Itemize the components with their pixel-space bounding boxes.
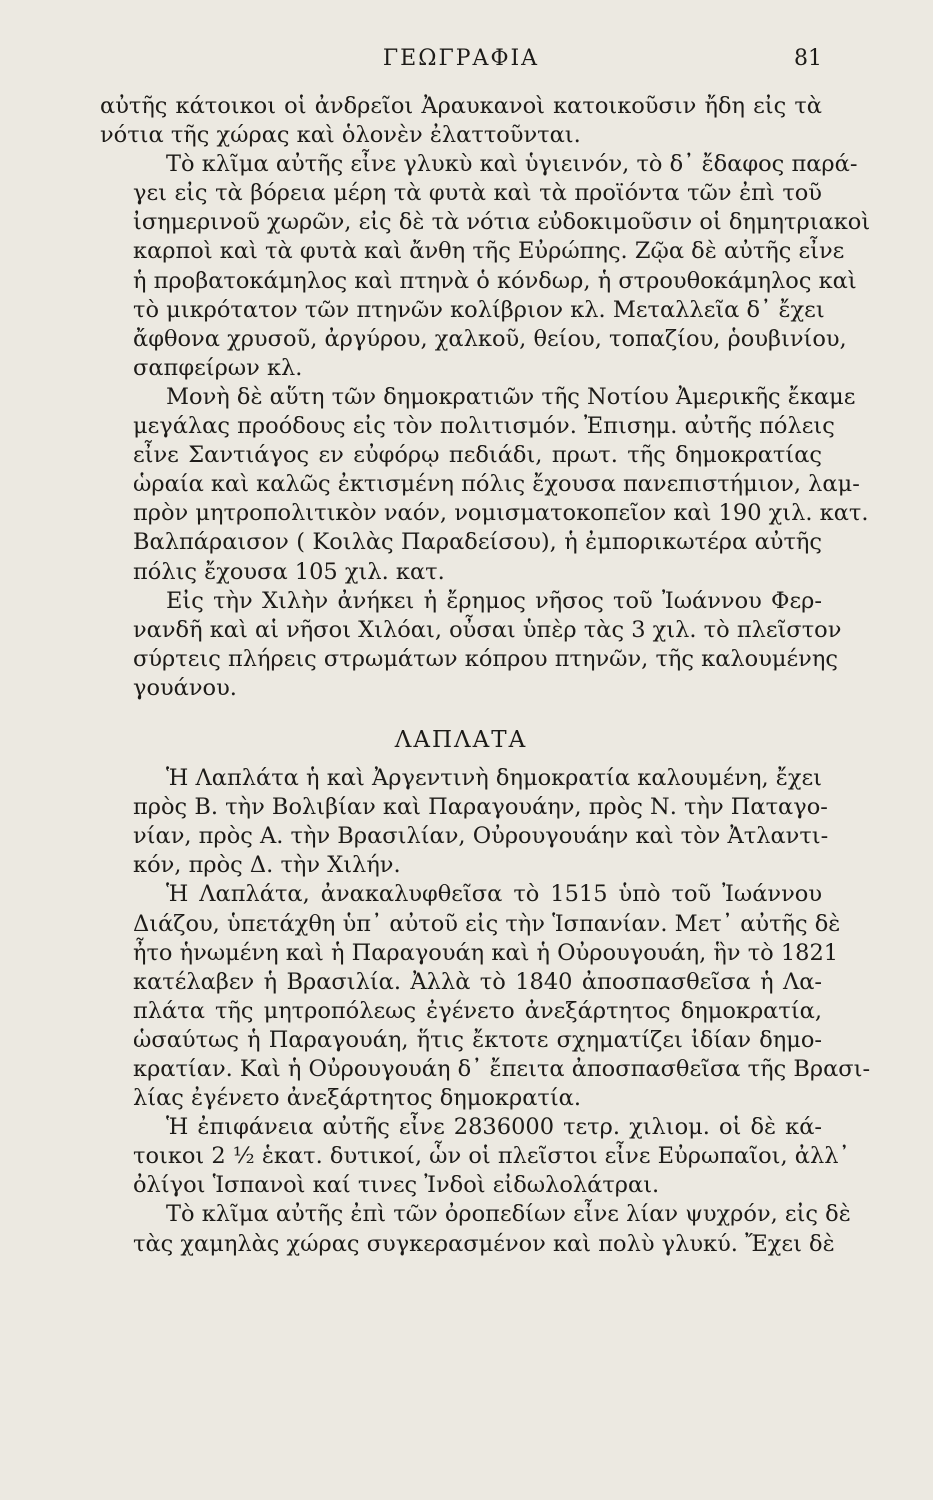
- text-line: κρατίαν. Καὶ ἡ Οὐρουγουάη δ᾽ ἔπειτα ἀποσπασθεῖσα τῆς Βρασι-: [133, 1056, 871, 1082]
- text-line: πλάτα τῆς μητροπόλεως ἐγένετο ἀνεξάρτητος δημοκρατία,: [133, 997, 822, 1024]
- text-line: καρποὶ καὶ τὰ φυτὰ καὶ ἄνθη τῆς Εὐρώπης. Ζῷα δὲ αὐτῆς εἶνε: [133, 238, 845, 265]
- text-line: κατέλαβεν ἡ Βρασιλία. Ἀλλὰ τὸ 1840 ἀποσπασθεῖσα ἡ Λα-: [133, 968, 822, 995]
- section-paragraph-4: [100, 1200, 851, 1258]
- text-line: λίας ἐγένετο ἀνεξάρτητος δημοκρατία.: [133, 1085, 582, 1112]
- text-line: Διάζου, ὑπετάχθη ὑπ᾽ αὐτοῦ εἰς τὴν Ἱσπανίαν. Μετ᾽ αὐτῆς δὲ: [133, 910, 841, 937]
- text-line: σαπφείρων κλ.: [133, 354, 303, 381]
- text-line: Ἡ Λαπλάτα ἡ καὶ Ἀργεντινὴ δημοκρατία καλουμένη, ἔχει: [166, 765, 822, 792]
- text-line: Τὸ κλῖμα αὐτῆς ἐπὶ τῶν ὀροπεδίων εἶνε λίαν ψυχρόν, εἰς δὲ: [166, 1201, 851, 1228]
- text-line: Εἰς τὴν Χιλὴν ἀνήκει ἡ ἔρημος νῆσος τοῦ Ἰωάννου Φερ-: [166, 587, 822, 614]
- text-line: αὐτῆς κάτοικοι οἱ ἀνδρεῖοι Ἀραυκανοὶ κατοικοῦσιν ἤδη εἰς τὰ: [100, 93, 822, 119]
- text-line: ἡ προβατοκάμηλος καὶ πτηνὰ ὁ κόνδωρ, ἡ στρουθοκάμηλος καὶ: [133, 267, 857, 294]
- text-line: Ἡ Λαπλάτα, ἀνακαλυφθεῖσα τὸ 1515 ὑπὸ τοῦ Ἰωάννου: [166, 881, 822, 908]
- text-line: ἄφθονα χρυσοῦ, ἀργύρου, χαλκοῦ, θείου, τοπαζίου, ῥουβινίου,: [133, 325, 847, 352]
- section-paragraph-2: [100, 880, 871, 1113]
- text-line: πόλις ἔχουσα 105 χιλ. κατ.: [133, 558, 445, 585]
- page-body: [100, 92, 871, 1259]
- paragraph-2: [100, 150, 871, 383]
- text-line: πρὸν μητροπολιτικὸν ναόν, νομισματοκοπεῖον καὶ 190 χιλ. κατ.: [133, 500, 869, 527]
- text-line: Μονὴ δὲ αὕτη τῶν δημοκρατιῶν τῆς Νοτίου Ἀμερικῆς ἔκαμε: [166, 383, 856, 410]
- running-head-title: ΓΕΩΓΡΑΦΙΑ: [382, 46, 540, 71]
- text-line: νανδῆ καὶ αἱ νῆσοι Χιλόαι, οὖσαι ὑπὲρ τὰς 3 χιλ. τὸ πλεῖστον: [133, 616, 842, 643]
- section-paragraph-3: [100, 1113, 850, 1200]
- page-number: 81: [794, 46, 822, 71]
- text-line: ἦτο ἡνωμένη καὶ ἡ Παραγουάη καὶ ἡ Οὐρουγουάη, ἣν τὸ 1821: [133, 939, 839, 966]
- text-line: Βαλπάραισον ( Κοιλὰς Παραδείσου), ἡ ἐμπορικωτέρα αὐτῆς: [133, 529, 822, 556]
- text-line: κόν, πρὸς Δ. τὴν Χιλήν.: [133, 852, 401, 879]
- text-line: μεγάλας προόδους εἰς τὸν πολιτισμόν. Ἐπισημ. αὐτῆς πόλεις: [133, 413, 835, 440]
- text-line: εἶνε Σαντιάγος εν εὐφόρῳ πεδιάδι, πρωτ. τῆς δημοκρατίας: [133, 442, 822, 469]
- paragraph-3: [100, 383, 869, 587]
- running-head: [100, 46, 822, 78]
- text-line: τὸ μικρότατον τῶν πτηνῶν κολίβριον κλ. Μεταλλεῖα δ᾽ ἔχει: [133, 296, 825, 323]
- paragraph-4: [100, 587, 842, 703]
- text-line: σύρτεις πλήρεις στρωμάτων κόπρου πτηνῶν, τῆς καλουμένης: [133, 645, 838, 672]
- text-line: ὡραία καὶ καλῶς ἐκτισμένη πόλις ἔχουσα πανεπιστήμιον, λαμ-: [133, 471, 860, 498]
- text-line: Τὸ κλῖμα αὐτῆς εἶνε γλυκὺ καὶ ὑγιεινόν, τὸ δ᾽ ἔδαφος παρά-: [166, 151, 858, 178]
- text-line: γει εἰς τὰ βόρεια μέρη τὰ φυτὰ καὶ τὰ προϊόντα τῶν ἐπὶ τοῦ: [133, 180, 822, 207]
- text-line: ὡσαύτως ἡ Παραγουάη, ἥτις ἔκτοτε σχηματίζει ἰδίαν δημο-: [133, 1026, 822, 1053]
- section-heading: ΛΑΠΛΑΤΑ: [394, 726, 528, 753]
- text-line: ἰσημερινοῦ χωρῶν, εἰς δὲ τὰ νότια εὐδοκιμοῦσιν οἱ δημητριακοὶ: [133, 209, 871, 236]
- text-line: τοικοι 2 ½ ἑκατ. δυτικοί, ὧν οἱ πλεῖστοι εἶνε Εὐρωπαῖοι, ἀλλ᾽: [133, 1143, 850, 1170]
- text-line: Ἡ ἐπιφάνεια αὐτῆς εἶνε 2836000 τετρ. χιλιομ. οἱ δὲ κά-: [166, 1114, 822, 1141]
- text-line: τὰς χαμηλὰς χώρας συγκερασμένον καὶ πολὺ γλυκύ. Ἔχει δὲ: [133, 1230, 835, 1257]
- text-line: νότια τῆς χώρας καὶ ὁλονὲν ἐλαττοῦνται.: [100, 122, 581, 149]
- text-line: νίαν, πρὸς Α. τὴν Βρασιλίαν, Οὐρουγουάην καὶ τὸν Ἀτλαντι-: [133, 823, 829, 850]
- paragraph-1: [100, 92, 822, 150]
- text-line: πρὸς Β. τὴν Βολιβίαν καὶ Παραγουάην, πρὸς Ν. τὴν Παταγο-: [133, 794, 828, 821]
- text-line: γουάνου.: [133, 674, 237, 701]
- section-paragraph-1: [100, 764, 829, 880]
- text-line: ὀλίγοι Ἱσπανοὶ καί τινες Ἰνδοὶ εἰδωλολάτραι.: [133, 1172, 660, 1199]
